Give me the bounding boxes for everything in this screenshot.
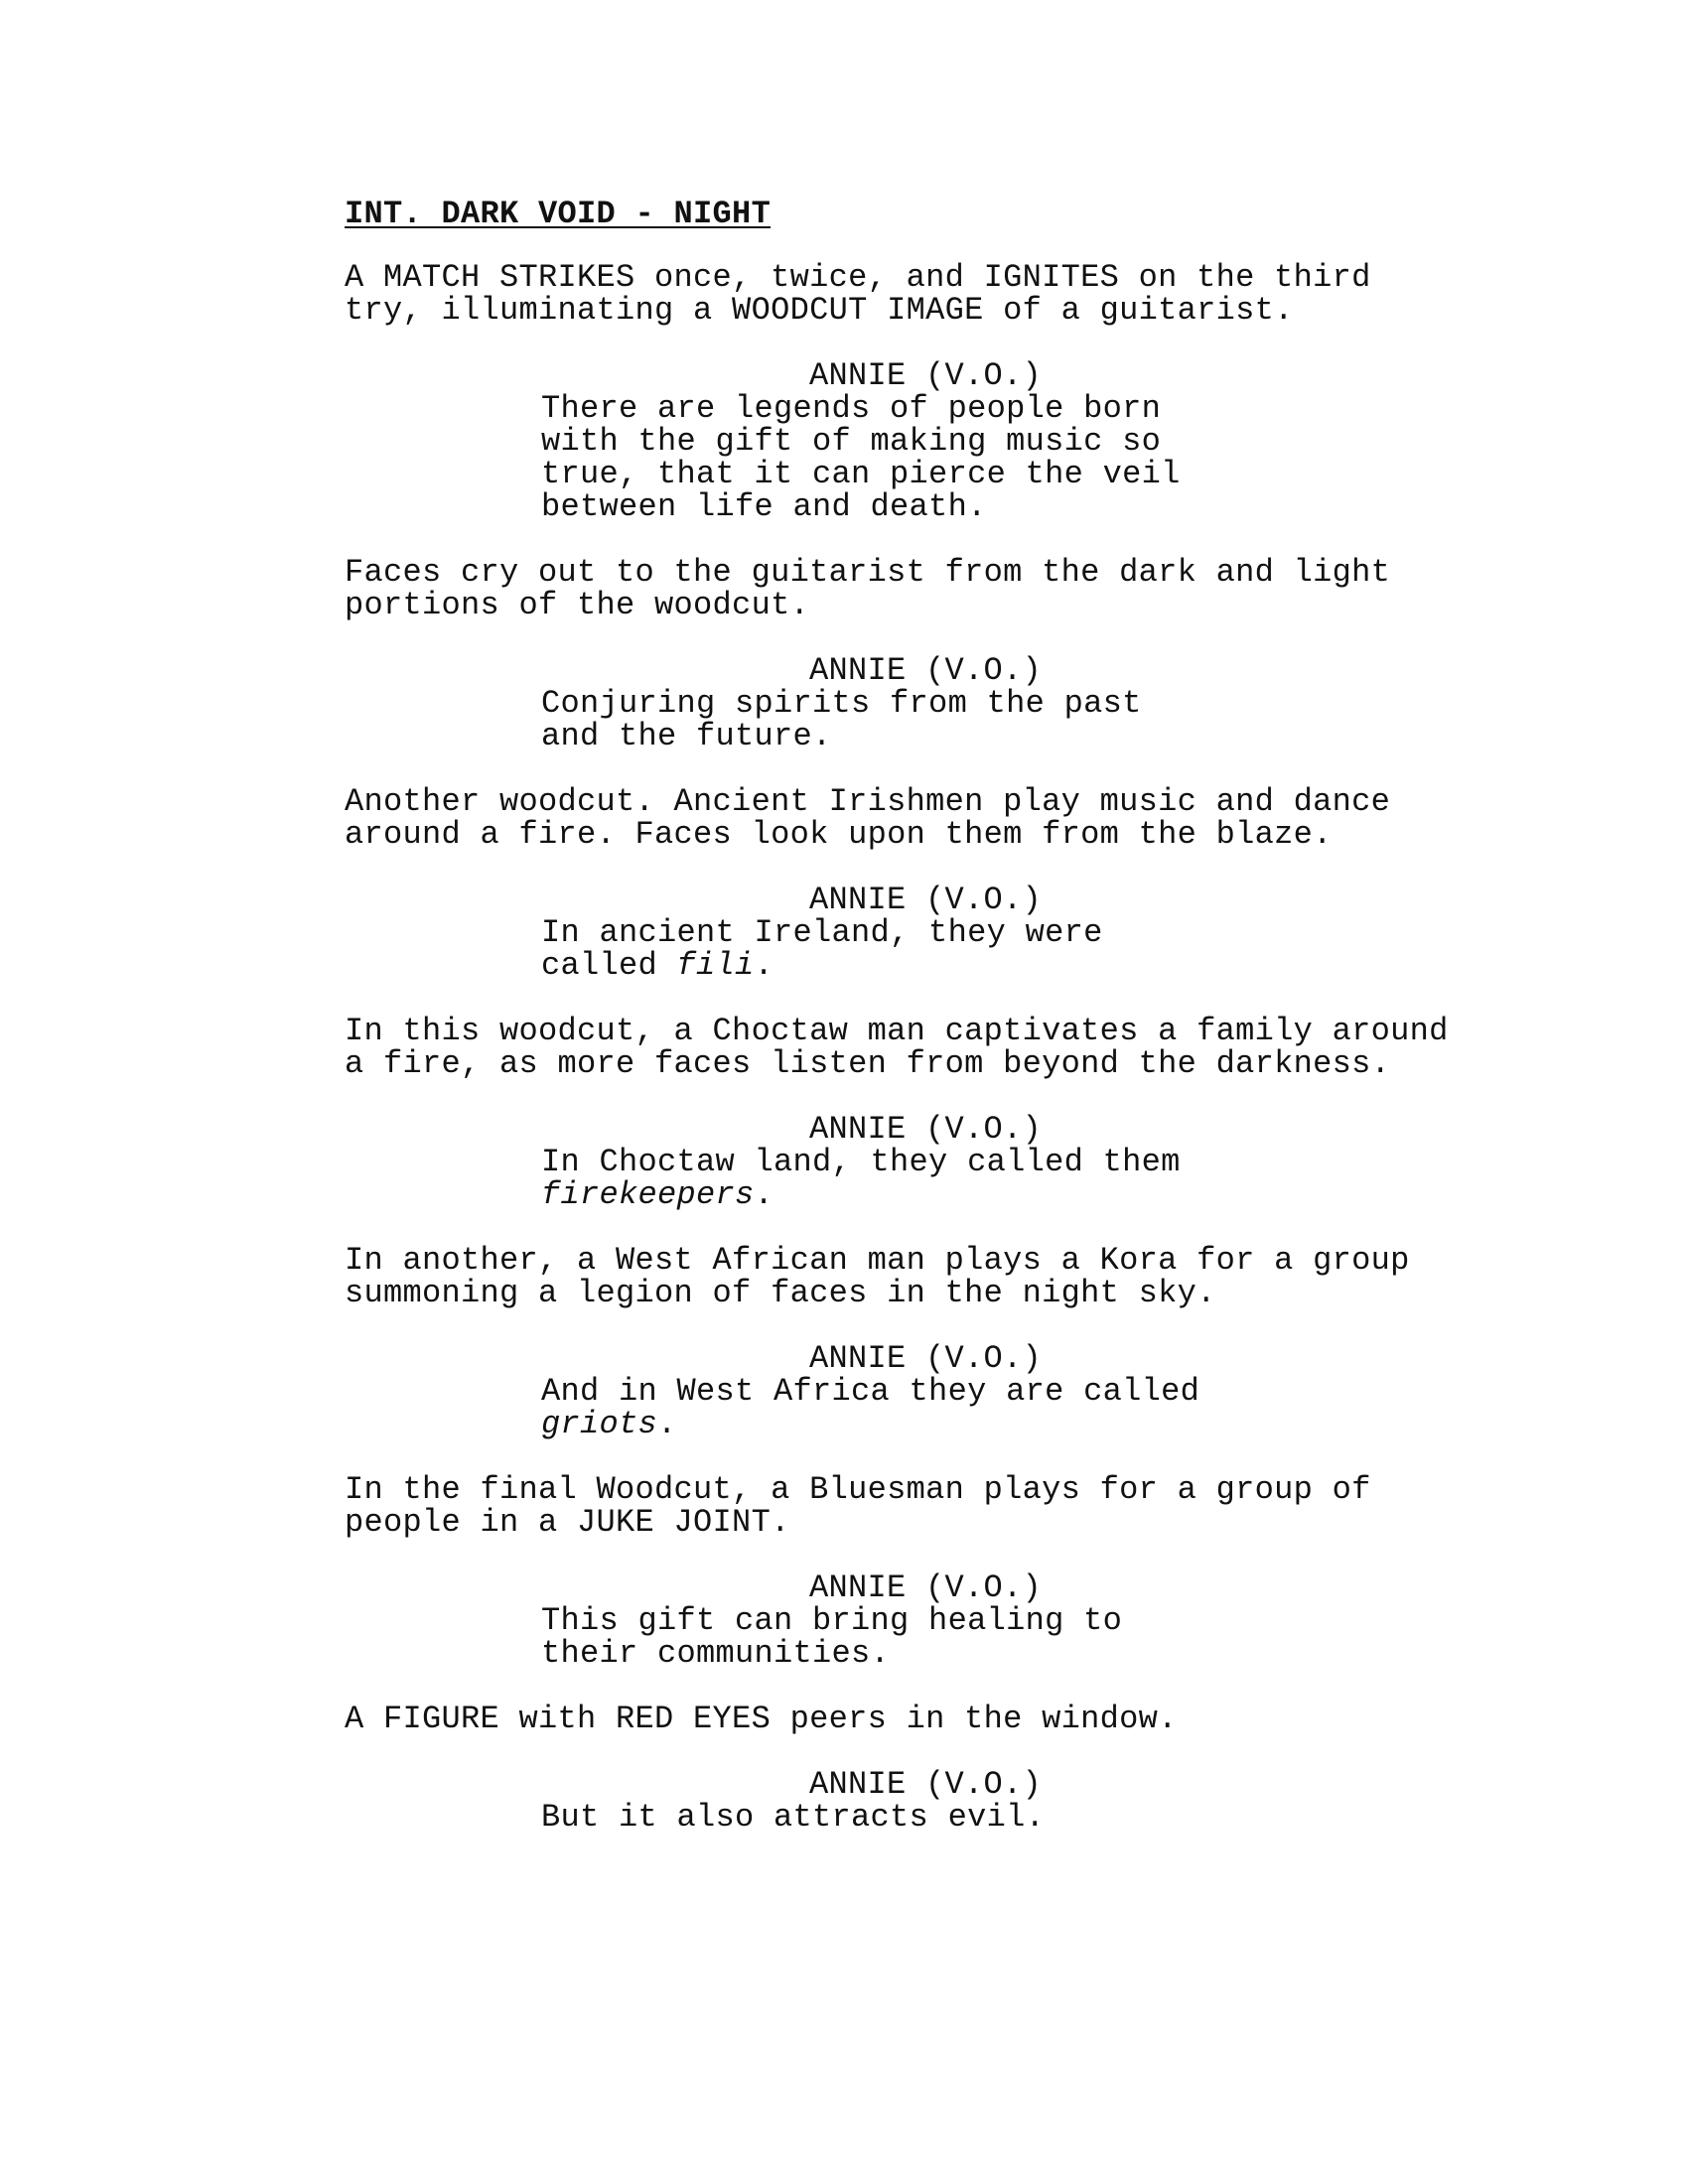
action-line: people in a JUKE JOINT. [345,1504,790,1541]
character-cue: ANNIE (V.O.) [809,1766,1043,1803]
dialogue-line: This gift can bring healing to [541,1602,1123,1639]
dialogue-line: There are legends of people born [541,390,1162,427]
dialogue-line: In ancient Ireland, they were [541,914,1103,951]
italic-term: griots [541,1406,658,1442]
dialogue-line: true, that it can pierce the veil [541,456,1181,492]
action-line: around a fire. Faces look upon them from the blaze. [345,816,1333,853]
dialogue-punctuation: . [754,947,774,984]
italic-term: fili [676,947,755,984]
dialogue-line: with the gift of making music so [541,423,1162,460]
dialogue-line: And in West Africa they are called [541,1373,1200,1410]
action-line: a fire, as more faces listen from beyond the darkness. [345,1045,1391,1082]
dialogue-punctuation: . [657,1406,677,1442]
dialogue-line [541,1178,774,1211]
character-cue: ANNIE (V.O.) [809,357,1043,394]
dialogue-text: called [541,947,677,984]
action-line: summoning a legion of faces in the night sky. [345,1275,1216,1311]
scene-heading: INT. DARK VOID - NIGHT [345,196,772,232]
dialogue-line: and the future. [541,718,832,754]
action-line: try, illuminating a WOODCUT IMAGE of a guitarist. [345,292,1294,329]
dialogue-line: their communities. [541,1635,891,1672]
action-line: In another, a West African man plays a Kora for a group [345,1242,1410,1279]
dialogue-line: But it also attracts evil. [541,1799,1046,1836]
dialogue-punctuation: . [754,1176,774,1213]
character-cue: ANNIE (V.O.) [809,1111,1043,1148]
character-cue: ANNIE (V.O.) [809,652,1043,689]
action-line: A FIGURE with RED EYES peers in the window. [345,1701,1178,1737]
dialogue-line [541,1408,677,1440]
dialogue-line: between life and death. [541,488,987,525]
character-cue: ANNIE (V.O.) [809,882,1043,918]
character-cue: ANNIE (V.O.) [809,1340,1043,1377]
dialogue-line: In Choctaw land, they called them [541,1144,1181,1180]
action-line: portions of the woodcut. [345,587,810,623]
character-cue: ANNIE (V.O.) [809,1570,1043,1606]
action-line: Another woodcut. Ancient Irishmen play music and dance [345,783,1391,820]
action-line: In the final Woodcut, a Bluesman plays for a group of [345,1471,1371,1508]
action-line: Faces cry out to the guitarist from the dark and light [345,554,1391,591]
action-line: In this woodcut, a Choctaw man captivates a family around [345,1013,1449,1049]
dialogue-line [541,949,774,982]
italic-term: firekeepers [541,1176,755,1213]
action-line: A MATCH STRIKES once, twice, and IGNITES on the third [345,259,1371,296]
dialogue-line: Conjuring spirits from the past [541,685,1142,722]
